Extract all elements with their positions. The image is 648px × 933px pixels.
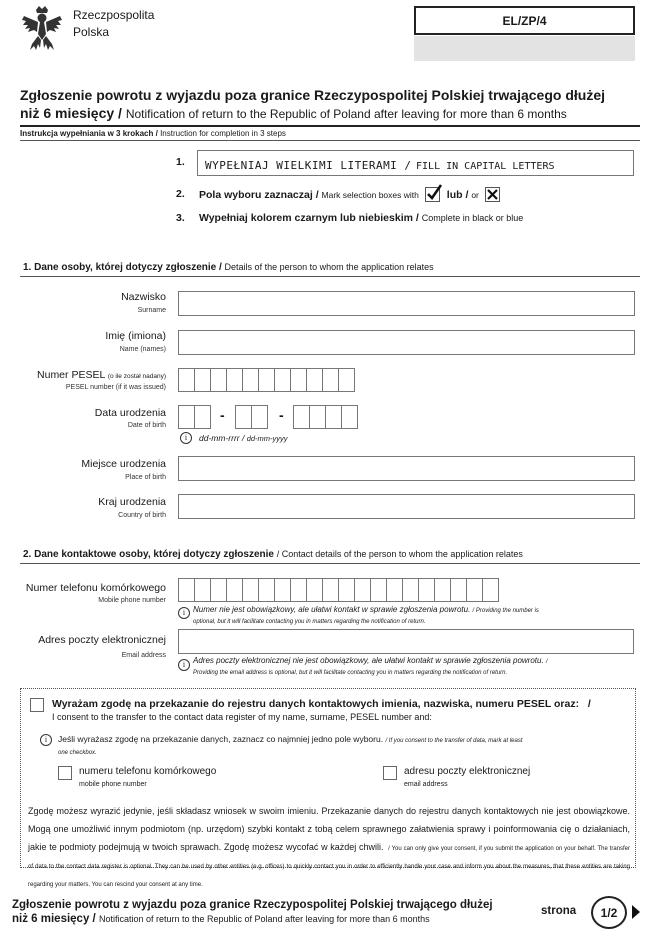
- dob-day-input[interactable]: [178, 405, 210, 429]
- consent-phone-pl: numeru telefonu komórkowego: [79, 766, 217, 777]
- footer-title: [12, 898, 522, 926]
- phone-label: [10, 582, 166, 612]
- step3-text-en: Complete in black or blue: [421, 213, 524, 223]
- dob-month-input[interactable]: [235, 405, 267, 429]
- step2-number: 2.: [176, 188, 185, 200]
- pesel-digit-cell[interactable]: [178, 368, 195, 392]
- consent-email-pl: adresu poczty elektronicznej: [404, 766, 531, 777]
- email-label: [10, 634, 166, 664]
- step2-line: [199, 187, 500, 202]
- email-note: [193, 656, 635, 678]
- step1-text-pl: WYPEŁNIAJ WIELKIMI LITERAMI /: [205, 159, 412, 172]
- phone-digit-cell[interactable]: [242, 578, 259, 602]
- instructions-rule: [20, 140, 640, 141]
- phone-digit-cell[interactable]: [178, 578, 195, 602]
- step2-or-en: or: [471, 189, 479, 200]
- section2-title-pl: 2. Dane kontaktowe osoby, której dotyczy zgłoszenie: [23, 549, 274, 560]
- pesel-digit-cell[interactable]: [274, 368, 291, 392]
- form-title-en: Notification of return to the Republic of Poland after leaving for more than 6 months: [125, 107, 567, 121]
- dob-label-pl: Data urodzenia: [94, 407, 166, 419]
- birthplace-label-en: Place of birth: [125, 474, 166, 481]
- email-note-en1: /: [545, 659, 548, 665]
- email-input[interactable]: [178, 629, 634, 654]
- pesel-label: [10, 369, 166, 399]
- phone-digit-cell[interactable]: [370, 578, 387, 602]
- pesel-digit-cell[interactable]: [290, 368, 307, 392]
- birthcountry-input[interactable]: [178, 494, 635, 519]
- instructions-heading-en: Instruction for completion in 3 steps: [160, 129, 286, 138]
- footer-title-en: Notification of return to the Republic of Poland after leaving for more than 6 months: [98, 914, 430, 924]
- surname-input[interactable]: [178, 291, 635, 316]
- birthcountry-label-pl: Kraj urodzenia: [98, 496, 166, 508]
- phone-digit-cell[interactable]: [354, 578, 371, 602]
- pesel-digit-cell[interactable]: [210, 368, 227, 392]
- birthplace-input[interactable]: [178, 456, 635, 481]
- dob-month-cell[interactable]: [235, 405, 252, 429]
- form-title-pl-line2: niż 6 miesięcy /: [20, 105, 122, 121]
- footer-title-pl-line2: niż 6 miesięcy /: [12, 913, 96, 925]
- step2-text-pl: Pola wyboru zaznaczaj /: [199, 188, 319, 201]
- dob-day-cell[interactable]: [194, 405, 211, 429]
- consent-info: [58, 734, 618, 758]
- phone-digit-cell[interactable]: [290, 578, 307, 602]
- phone-digit-cell[interactable]: [482, 578, 499, 602]
- phone-digit-cell[interactable]: [434, 578, 451, 602]
- phone-digit-cell[interactable]: [466, 578, 483, 602]
- consent-paragraph: [28, 801, 630, 891]
- phone-label-pl: Numer telefonu komórkowego: [25, 582, 166, 594]
- polish-emblem-icon: [20, 4, 64, 54]
- dob-dash-2: -: [279, 407, 284, 423]
- consent-paragraph-pl: Zgodę możesz wyrazić jedynie, jeśli składasz wniosek w swoim imieniu. Przekazanie danych do rejestru danych kontaktowych nie jest obowiązkowe. Mogą one umożliwić innym podmiotom (np. urzędom) szybki kontakt z tobą celem sprawnego załatwienia sprawy i poinformowania cię o działaniach, jakie te podmioty podejmują w twoich sprawach. Zgodę możesz wycofać w każdej chwili.: [28, 806, 630, 852]
- instructions-heading: [20, 129, 286, 138]
- info-icon: i: [180, 432, 192, 444]
- birthcountry-label: [20, 496, 166, 526]
- form-code: EL/ZP/4: [502, 13, 547, 28]
- phone-input[interactable]: [178, 578, 498, 602]
- consent-info-en1: / If you consent to the transfer of data, mark at least: [385, 738, 523, 744]
- phone-digit-cell[interactable]: [386, 578, 403, 602]
- dob-dash-1: -: [220, 407, 225, 423]
- section1-title: [23, 262, 434, 273]
- country-name-line1: Rzeczpospolita: [73, 8, 155, 22]
- page-number: 1/2: [600, 905, 618, 920]
- pesel-digit-cell[interactable]: [226, 368, 243, 392]
- phone-digit-cell[interactable]: [418, 578, 435, 602]
- consent-info-en2: one checkbox.: [58, 750, 97, 756]
- consent-email-checkbox[interactable]: [383, 766, 397, 780]
- consent-main-slash: /: [587, 698, 591, 710]
- pesel-digit-cell[interactable]: [242, 368, 259, 392]
- phone-digit-cell[interactable]: [322, 578, 339, 602]
- page-number-badge: [591, 896, 627, 929]
- consent-email-en: email address: [404, 781, 448, 788]
- phone-digit-cell[interactable]: [210, 578, 227, 602]
- x-mark-icon: [485, 187, 500, 202]
- pesel-digit-cell[interactable]: [306, 368, 323, 392]
- checkmark-icon: [425, 187, 440, 202]
- section1-title-en: Details of the person to whom the application relates: [224, 262, 434, 272]
- phone-note-en2: optional, but it will facilitate contacting you in matters regarding the notification of return.: [193, 619, 426, 625]
- birthplace-label: [20, 458, 166, 488]
- page-label: strona: [541, 905, 577, 917]
- section2-title: [23, 549, 523, 560]
- step3-number: 3.: [176, 212, 185, 224]
- consent-info-pl: Jeśli wyrażasz zgodę na przekazanie danych, zaznacz co najmniej jedno pole wyboru.: [58, 734, 384, 744]
- instructions-heading-pl: Instrukcja wypełniania w 3 krokach /: [20, 129, 158, 138]
- pesel-label-pl: Numer PESEL: [37, 369, 105, 381]
- dob-label: [20, 407, 166, 437]
- step1-box: [197, 150, 634, 176]
- phone-digit-cell[interactable]: [338, 578, 355, 602]
- name-input[interactable]: [178, 330, 635, 355]
- form-title: [20, 86, 630, 123]
- dob-year-cell[interactable]: [293, 405, 310, 429]
- info-icon: i: [40, 734, 52, 746]
- pesel-label-en: PESEL number (if it was issued): [65, 384, 166, 391]
- office-stamp-area: [414, 36, 635, 61]
- name-label-pl: Imię (imiona): [105, 330, 166, 342]
- dob-year-cell[interactable]: [341, 405, 358, 429]
- surname-label-en: Surname: [137, 307, 166, 314]
- form-title-pl-line1: Zgłoszenie powrotu z wyjazdu poza granice Rzeczypospolitej Polskiej trwającego dłużej: [20, 87, 606, 103]
- info-icon: i: [178, 659, 190, 671]
- phone-digit-cell[interactable]: [226, 578, 243, 602]
- email-label-pl: Adres poczty elektronicznej: [38, 634, 166, 646]
- email-label-en: Email address: [121, 652, 166, 659]
- phone-digit-cell[interactable]: [306, 578, 323, 602]
- step2-or-pl: lub /: [446, 188, 469, 201]
- phone-note-pl: Numer nie jest obowiązkowy, ale ułatwi kontakt w sprawie zgłoszenia powrotu.: [193, 605, 471, 614]
- phone-note: [193, 605, 633, 627]
- section2-title-en: / Contact details of the person to whom the application relates: [276, 549, 523, 559]
- consent-main-en: I consent to the transfer to the contact data register of my name, surname, PESEL number and:: [52, 712, 432, 722]
- dob-month-cell[interactable]: [251, 405, 268, 429]
- footer-title-pl-line1: Zgłoszenie powrotu z wyjazdu poza granice Rzeczypospolitej Polskiej trwającego dłużej: [12, 899, 493, 911]
- phone-label-en: Mobile phone number: [98, 597, 166, 604]
- pesel-input[interactable]: [178, 368, 354, 392]
- info-icon: i: [178, 607, 190, 619]
- pesel-digit-cell[interactable]: [338, 368, 355, 392]
- pesel-label-pl-note: (o ile został nadany): [107, 373, 166, 380]
- dob-label-en: Date of birth: [127, 422, 166, 429]
- dob-day-cell[interactable]: [178, 405, 195, 429]
- pesel-digit-cell[interactable]: [322, 368, 339, 392]
- pesel-digit-cell[interactable]: [258, 368, 275, 392]
- dob-year-cell[interactable]: [309, 405, 326, 429]
- phone-digit-cell[interactable]: [402, 578, 419, 602]
- surname-label-pl: Nazwisko: [121, 291, 166, 303]
- section1-rule: [20, 276, 640, 277]
- pesel-label-pl-wrap: [37, 369, 166, 381]
- consent-email-option: [404, 766, 530, 788]
- dob-format-en: dd-mm-yyyy: [246, 434, 288, 443]
- country-name-line2: Polska: [73, 25, 110, 39]
- birthplace-label-pl: Miejsce urodzenia: [81, 458, 166, 470]
- dob-year-input[interactable]: [293, 405, 357, 429]
- name-label-en: Name (names): [119, 346, 166, 353]
- step3-line: [199, 212, 523, 224]
- birthcountry-label-en: Country of birth: [118, 512, 166, 519]
- phone-digit-cell[interactable]: [274, 578, 291, 602]
- section2-rule: [20, 563, 640, 564]
- step2-text-en: Mark selection boxes with: [321, 189, 419, 200]
- consent-phone-checkbox[interactable]: [58, 766, 72, 780]
- consent-main: [52, 698, 632, 724]
- phone-digit-cell[interactable]: [450, 578, 467, 602]
- surname-label: [20, 291, 166, 321]
- dob-year-cell[interactable]: [325, 405, 342, 429]
- phone-digit-cell[interactable]: [194, 578, 211, 602]
- step3-text-pl: Wypełniaj kolorem czarnym lub niebieskim /: [199, 212, 419, 224]
- step1-text-en: FILL IN CAPITAL LETTERS: [416, 161, 555, 172]
- consent-phone-option: [79, 766, 216, 788]
- form-code-box: [414, 6, 635, 35]
- consent-paragraph-en: / You can only give your consent, if you submit the application on your behalf. The transfer of data to the contact data register is optional. They can be used by other entities (e.g. offices) to quickly contact you in order to efficiently handle your case and inform you about the measures, that these entities are taking regarding your matters. You can rescind your consent at any time.: [28, 846, 631, 888]
- email-note-en2: Providing the email address is optional, but it will facilitate contacting you in matters regarding the notification of return.: [193, 670, 508, 676]
- dob-format-hint: [199, 433, 288, 443]
- phone-digit-cell[interactable]: [258, 578, 275, 602]
- consent-checkbox[interactable]: [30, 698, 44, 712]
- email-note-pl: Adres poczty elektronicznej nie jest obowiązkowy, ale ułatwi kontakt w sprawie zgłoszenia powrotu.: [193, 656, 544, 665]
- consent-main-pl: Wyrażam zgodę na przekazanie do rejestru danych kontaktowych imienia, nazwiska, numeru PESEL oraz:: [52, 698, 580, 710]
- consent-phone-en: mobile phone number: [79, 781, 147, 788]
- next-page-arrow-icon[interactable]: [632, 905, 640, 919]
- section1-title-pl: 1. Dane osoby, której dotyczy zgłoszenie /: [23, 262, 222, 273]
- pesel-digit-cell[interactable]: [194, 368, 211, 392]
- dob-format-pl: dd-mm-rrrr /: [199, 433, 245, 443]
- title-rule: [20, 125, 640, 127]
- phone-note-en1: / Providing the number is: [472, 608, 539, 614]
- step1-number: 1.: [176, 156, 185, 168]
- name-label: [20, 330, 166, 360]
